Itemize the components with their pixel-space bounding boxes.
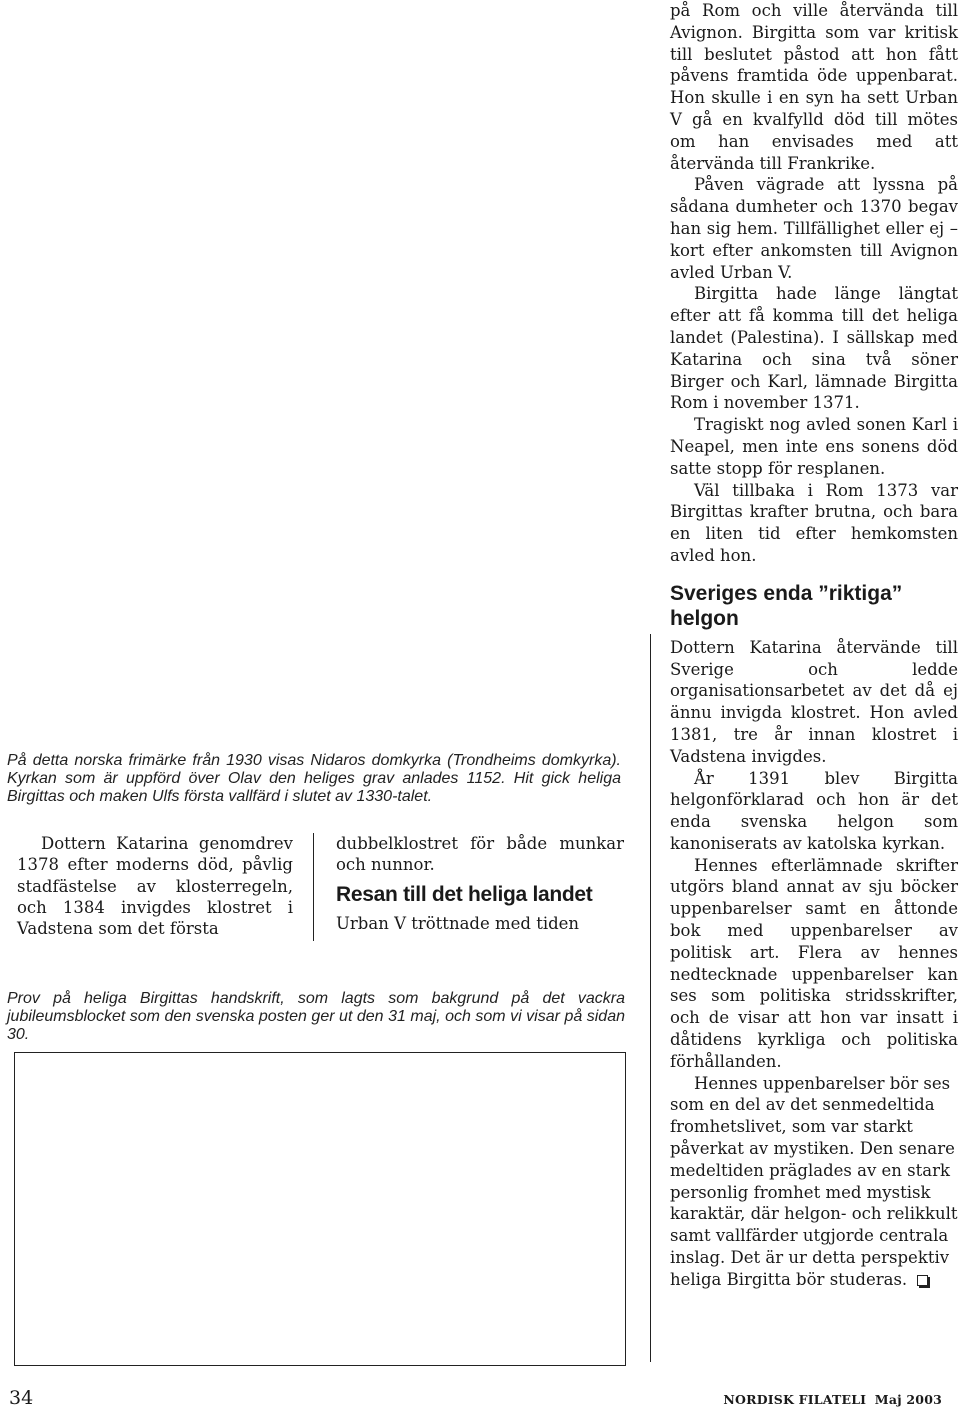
- magazine-name: NORDISK FILATELI: [723, 1392, 867, 1407]
- right-paragraph-9: [670, 1073, 958, 1291]
- section-heading-helgon: Sveriges enda ”riktiga” helgon: [670, 581, 903, 630]
- right-paragraph-2: Påven vägrade att lyssna på sådana dumheter och 1370 begav han sig hem. Tillfällighet eller ej – kort efter ankomsten till Avignon avled Urban V.: [670, 175, 958, 282]
- handwriting-caption: Prov på heliga Birgittas handskrift, som lagts som bakgrund på det vackra jubileumsblocket som den svenska posten ger ut den 31 maj, och som vi visar på sidan 30.: [7, 990, 625, 1043]
- page-number: 34: [9, 1387, 34, 1409]
- right-column: [670, 0, 958, 1291]
- footer-publication: [723, 1392, 942, 1407]
- section-heading-resan: Resan till det heliga landet: [336, 882, 593, 906]
- katarina-paragraph: Dottern Katarina genomdrev 1378 efter moderns död, påvlig stadfästelse av klosterregeln, och 1384 invigdes klostret i Vadstena som det första: [17, 834, 293, 939]
- right-column-rule: [650, 634, 651, 1362]
- stamp-caption: På detta norska frimärke från 1930 visas Nidaros domkyrka (Trondheims domkyrka). Kyrkan som är uppförd över Olav den heliges grav anlades 1152. Hit gick heliga Birgittas och maken Ulfs första vallfärd i slutet av 1330-talet.: [7, 752, 621, 805]
- issue-date: Maj 2003: [874, 1392, 942, 1407]
- right-paragraph-4: Tragiskt nog avled sonen Karl i Neapel, men inte ens sonens död satte stopp för resplanen.: [670, 415, 958, 478]
- urban-paragraph: Urban V tröttnade med tiden: [336, 913, 580, 933]
- final-paragraph-text: Hennes uppenbarelser bör ses som en del av det senmedeltida fromhetslivet, som var starkt påverkat av mystiken. Den senare medeltiden präglades av en stark personlig fromhet med mystisk karaktär, där helgon- och relikkult samt vallfärder utgjorde centrala inslag. Det är ur detta perspektiv heliga Birgitta bör studeras.: [670, 1073, 958, 1289]
- left-column-1: [17, 833, 293, 939]
- right-paragraph-3: Birgitta hade länge längtat efter att få komma till det heliga landet (Palestina). I sällskap med Katarina och sina två söner Birger och Karl, lämnade Birgitta Rom i november 1371.: [670, 284, 958, 413]
- right-paragraph-7: År 1391 blev Birgitta helgonförklarad och hon är det enda svenska helgon som kanoniserats av katolska kyrkan.: [670, 768, 958, 853]
- column-divider: [313, 833, 314, 941]
- dubbelkloster-paragraph: dubbelklostret för både munkar och nunnor.: [336, 834, 624, 875]
- end-mark-icon: [917, 1275, 928, 1286]
- image-frame: [14, 1052, 626, 1366]
- right-paragraph-1: på Rom och ville återvända till Avignon. Birgitta som var kritisk till beslutet påstod att hon fått påvens framtida öde uppenbarat. Hon skulle i en syn ha sett Urban V gå en kvalfylld död till mötes om han envisades med att återvända till Frankrike.: [670, 1, 958, 173]
- right-paragraph-5: Väl tillbaka i Rom 1373 var Birgittas krafter brutna, och bara en liten tid efter hemkomsten avled hon.: [670, 480, 958, 565]
- right-paragraph-8: Hennes efterlämnade skrifter utgörs bland annat av sju böcker uppenbarelser samt en åttonde bok med uppenbarelser av politisk art. Flera av hennes nedtecknade uppenbarelser kan ses som politiska stridsskrifter, och de visar att hon var insatt i dåtidens kyrkliga och politiska förhållanden.: [670, 855, 958, 1071]
- left-column-2: [336, 833, 624, 934]
- right-paragraph-6: Dottern Katarina återvände till Sverige och ledde organisationsarbetet av det då ej ännu invigda klostret. Hon avled 1381, tre år innan klostret i Vadstena invigdes.: [670, 637, 958, 766]
